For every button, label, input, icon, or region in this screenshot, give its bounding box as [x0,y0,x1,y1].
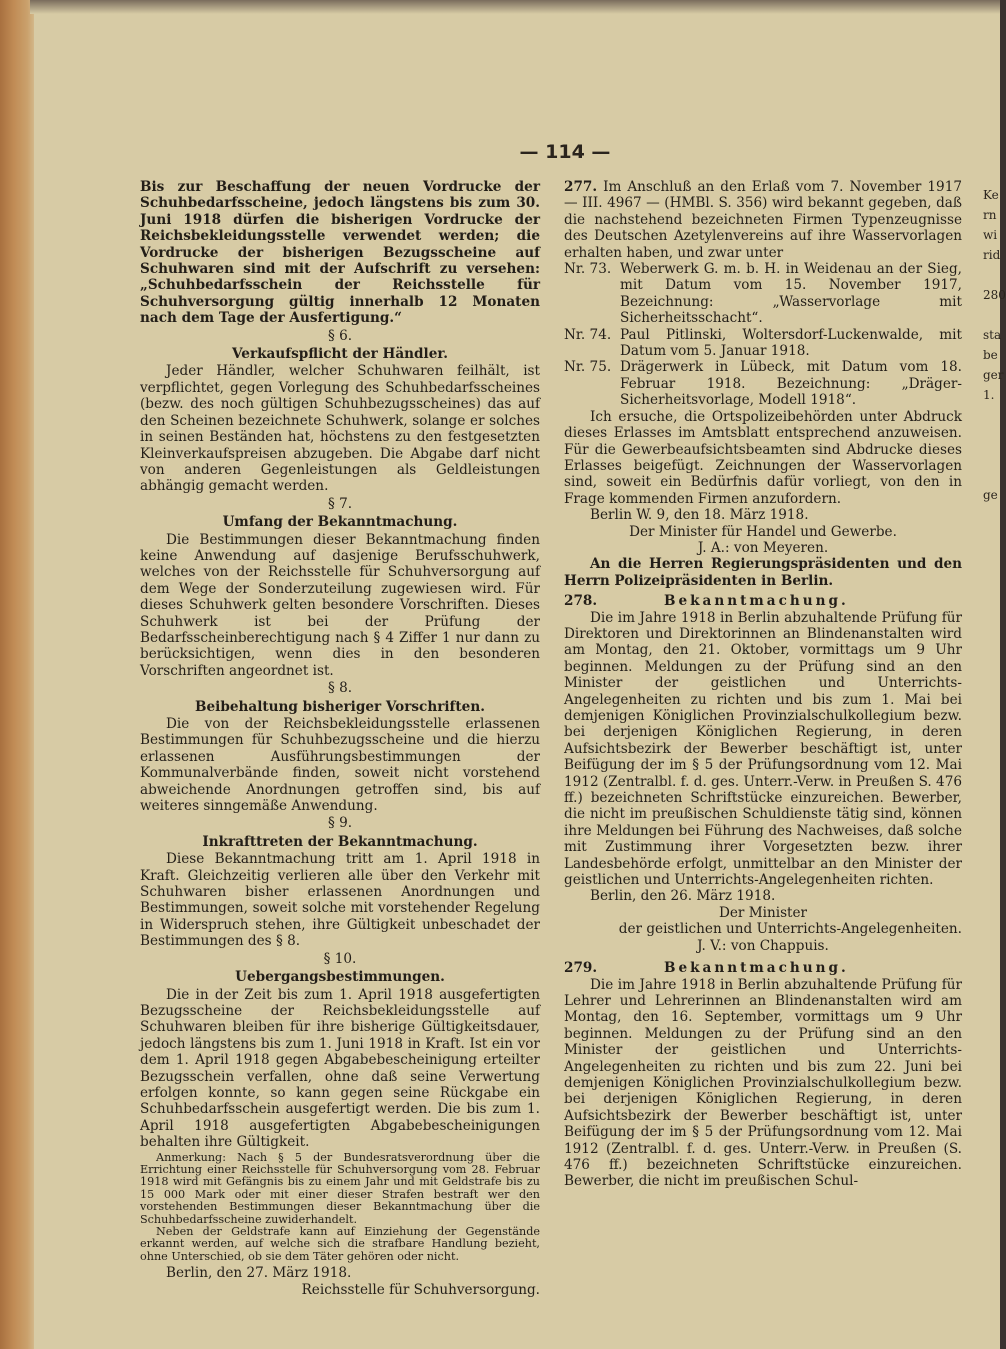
edge-fragment [983,265,1000,285]
entry-279-title: Bekanntmachung. [664,960,849,977]
footnote-remark: Anmerkung: Nach § 5 der Bundesratsverordnung über die Errichtung einer Reichsstelle für Schuhversorgung vom 28. Februar 1918 wird mit Gefängnis bis zu einem Jahr und mit Geldstrafe bis zu 15 000 Mark oder mit einer dieser Strafen bestraft wer den vorstehenden Bestimmungen dieser Bekanntmachung über die Schuhbedarfsscheine zuwiderhandelt. [140,1150,540,1226]
section-7-text: Die Bestimmungen dieser Bekanntmachung finden keine Anwendung auf dasjenige Berufsschuhwerk, welches von der Reichsstelle für Schuhversorgung auf dem Wege der Sonderzuteilung zugewiesen wird. Für dieses Schuhwerk gelten besondere Vorschriften. Dieses Schuhwerk ist bei der Prüfung der Bedarfsscheinberechtigung nach § 4 Ziffer 1 nur dann zu berücksichtigen, wenn dies in den besonderen Vorschriften angeordnet ist. [140,531,540,679]
intro-paragraph: Bis zur Beschaffung der neuen Vordrucke der Schuhbedarfsscheine, jedoch längstens bis zum 30. Juni 1918 dürfen die bisherigen Vordrucke der Reichsbekleidungsstelle verwendet werden; die Vordrucke der bisherigen Bezugsscheine auf Schuhwaren sind mit der Aufschrift zu versehen: „Schuhbedarfsschein der Reichsstelle für Schuhversorgung gültig innerhalb 12 Monaten nach dem Tage der Ausfertigung.“ [140,179,540,327]
list-item [564,327,962,360]
section-8-title: Beibehaltung bisheriger Vorschriften. [195,698,485,715]
section-10-text: Die in der Zeit bis zum 1. April 1918 ausgefertigten Bezugsscheine der Reichsbekleidungsstelle auf Schuhwaren bleiben für ihre bisherige Gültigkeitsdauer, jedoch längstens bis zum 1. Juni 1918 in Kraft. Ist ein vor dem 1. April 1918 gegen Abgabebescheinigung erteilter Bezugsschein verfallen, ohne daß seine Verwertung erfolgen konnte, so kann gegen seine Rückgabe ein Schuhbedarfsschein ausgefertigt werden. Die bis zum 1. April 1918 ausgefertigten Abgabebescheinigungen behalten ihre Gültigkeit. [140,986,540,1151]
edge-fragment: rn [983,208,997,222]
edge-fragment [983,305,1000,325]
item-text: Weberwerk G. m. b. H. in Weidenau an der Sieg, mit Datum vom 15. November 1917, Bezeichnung: „Wasservorlage mit Sicherheitsschacht“. [620,261,962,327]
section-9-number: § 9. [327,815,353,832]
item-text: Paul Pitlinski, Woltersdorf-Luckenwalde, mit Datum vom 5. Januar 1918. [620,326,962,360]
entry-278-ministry: der geistlichen und Unterrichts-Angelegenheiten. [618,921,962,938]
list-item [564,261,962,327]
edge-fragment: Ke [983,188,999,202]
edge-fragment [983,405,1000,425]
section-8-number: § 8. [327,680,353,697]
footnote-fine: Neben der Geldstrafe kann auf Einziehung der Gegenstände erkannt werden, auf welche sich die strafbare Handlung bezieht, ohne Unterschied, ob sie dem Täter gehören oder nicht. [140,1225,540,1263]
entry-277-address: An die Herren Regierungspräsidenten und den Herrn Polizeipräsidenten in Berlin. [564,556,962,589]
page-number: — 114 — [519,141,611,163]
edge-fragment: 1. [983,388,995,402]
entry-277-intro-text: Im Anschluß an den Erlaß vom 7. November 1917 — III. 4967 — (HMBl. S. 356) wird bekannt gegeben, daß die nachstehend bezeichneten Firmen Typenzeugnisse des Deutschen Azetylenvereins auf ihre Wasservorlagen erhalten haben, und zwar unter [564,179,962,261]
section-6-title: Verkaufspflicht der Händler. [232,346,448,363]
edge-fragment: 280 [983,288,1006,302]
entry-278-number: 278. [564,593,598,610]
item-number: Nr. 75. [564,359,612,376]
section-10-title: Uebergangsbestimmungen. [235,969,445,986]
entry-278-header [564,593,962,609]
entry-277-date: Berlin W. 9, den 18. März 1918. [590,507,809,524]
edge-fragment: ge [983,488,998,502]
entry-277-signatory: J. A.: von Meyeren. [697,539,829,556]
right-column [564,179,962,1190]
book-binding [0,0,34,1349]
edge-fragment [983,425,1000,445]
entry-278-signatory: J. V.: von Chappuis. [697,937,829,954]
edge-fragment: wi [983,228,998,242]
entry-279-header [564,960,962,976]
entry-278-title: Bekanntmachung. [664,593,849,610]
entry-278-signature: Der Minister [718,904,808,921]
entry-277-text: Ich ersuche, die Ortspolizeibehörden unter Abdruck dieses Erlasses im Amtsblatt entsprechend anzuweisen. Für die Gewerbeaufsichtsbeamten sind Abdrucke dieses Erlasses beigefügt. Zeichnungen der Wasservorlagen sind, soweit ein Bedürfnis dafür vorliegt, von den in Frage kommenden Firmen anzufordern. [564,408,962,507]
section-9-title: Inkrafttreten der Bekanntmachung. [202,833,478,850]
entry-279-number: 279. [564,960,598,977]
edge-fragment: rid [983,248,1001,262]
left-date: Berlin, den 27. März 1918. [166,1265,352,1282]
section-8-text: Die von der Reichsbekleidungsstelle erlassenen Bestimmungen für Schuhbezugsscheine und die hierzu erlassenen Ausführungsbestimmungen der Kommunalverbände finden, soweit nicht vorstehend abweichende Anordnungen getroffen sind, bis auf weiteres sinngemäße Anwendung. [140,716,540,815]
section-6-number: § 6. [327,327,353,344]
edge-fragment [983,465,1000,485]
item-number: Nr. 74. [564,326,612,343]
entry-277-signature: Der Minister für Handel und Gewerbe. [629,523,897,540]
edge-fragment: be [983,348,998,362]
entry-278-date: Berlin, den 26. März 1918. [590,888,776,905]
item-text: Drägerwerk in Lübeck, mit Datum vom 18. Februar 1918. Bezeichnung: „Dräger-Sicherheitsvorlage, Modell 1918“. [620,359,962,409]
left-column [140,179,540,1298]
section-7-number: § 7. [327,495,353,512]
left-signature: Reichsstelle für Schuhversorgung. [301,1281,540,1298]
list-item [564,359,962,408]
entry-277-number: 277. [564,179,598,195]
edge-fragment [983,445,1000,465]
entry-277-intro [564,179,962,261]
entry-278-text: Die im Jahre 1918 in Berlin abzuhaltende Prüfung für Direktoren und Direktorinnen an Blindenanstalten wird am Montag, den 21. Oktober, vormittags um 9 Uhr beginnen. Meldungen zu der Prüfung sind an den Minister der geistlichen und Unterrichts-Angelegenheiten zu richten und bis zum 1. Mai bei demjenigen Königlichen Provinzialschulkollegium bezw. bei derjenigen Königlichen Regierung, in deren Aufsichtsbezirk der Bewerber beschäftigt ist, unter Beifügung der im § 5 der Prüfungsordnung vom 12. Mai 1912 (Zentralbl. f. d. ges. Unterr.-Verw. in Preußen S. 476 ff.) bezeichneten Schriftstücke einzureichen. Bewerber, die nicht im preußischen Schuldienste tätig sind, können ihre Meldungen bei Führung des Nachweises, daß solche mit Zustimmung ihrer Vorgesetzten bezw. ihrer Landesbehörde erfolgt, unmittelbar an den Minister der geistlichen und Unterrichts-Angelegenheiten richten. [564,609,962,889]
entry-279-text: Die im Jahre 1918 in Berlin abzuhaltende Prüfung für Lehrer und Lehrerinnen an Blindenanstalten wird am Montag, den 16. September, vormittags um 9 Uhr beginnen. Meldungen zu der Prüfung sind an den Minister der geistlichen und Unterrichts-Angelegenheiten zu richten und bis zum 22. Juni bei demjenigen Königlichen Provinzialschulkollegium bezw. bei derjenigen Königlichen Regierung, in deren Aufsichtsbezirk der Bewerber beschäftigt ist, unter Beifügung der im § 5 der Prüfungsordnung vom 12. Mai 1912 (Zentralbl. f. d. ges. Unterr.-Verw. in Preußen (S. 476 ff.) bezeichneten Schriftstücke einzureichen. Bewerber, die nicht im preußischen Schul- [564,976,962,1190]
section-6-text: Jeder Händler, welcher Schuhwaren feilhält, ist verpflichtet, gegen Vorlegung des Schuhbedarfsscheines (bezw. des noch gültigen Schuhbezugsscheines) das auf den Scheinen bezeichnete Schuhwerk, solange er solches in seinen Beständen hat, höchstens zu den festgesetzten Kleinverkaufspreisen abzugeben. Die Abgabe darf nicht von anderen Gegenleistungen als Geldleistungen abhängig gemacht werden. [140,363,540,495]
section-7-title: Umfang der Bekanntmachung. [222,514,458,531]
next-page-edge-text [983,185,1006,685]
edge-fragment: ger [983,368,1004,382]
item-number: Nr. 73. [564,261,612,278]
footnote [140,1152,540,1264]
section-9-text: Diese Bekanntmachung tritt am 1. April 1918 in Kraft. Gleichzeitig verlieren alle über den Verkehr mit Schuhwaren bisher erlassenen Anordnungen und Bestimmungen, soweit solche mit vorstehender Regelung in Widerspruch stehen, ihre Gültigkeit unbeschadet der Bestimmungen des § 8. [140,851,540,950]
section-10-number: § 10. [323,950,357,967]
edge-fragment: sta [983,328,1002,342]
page-edge-shadow [30,0,1000,14]
